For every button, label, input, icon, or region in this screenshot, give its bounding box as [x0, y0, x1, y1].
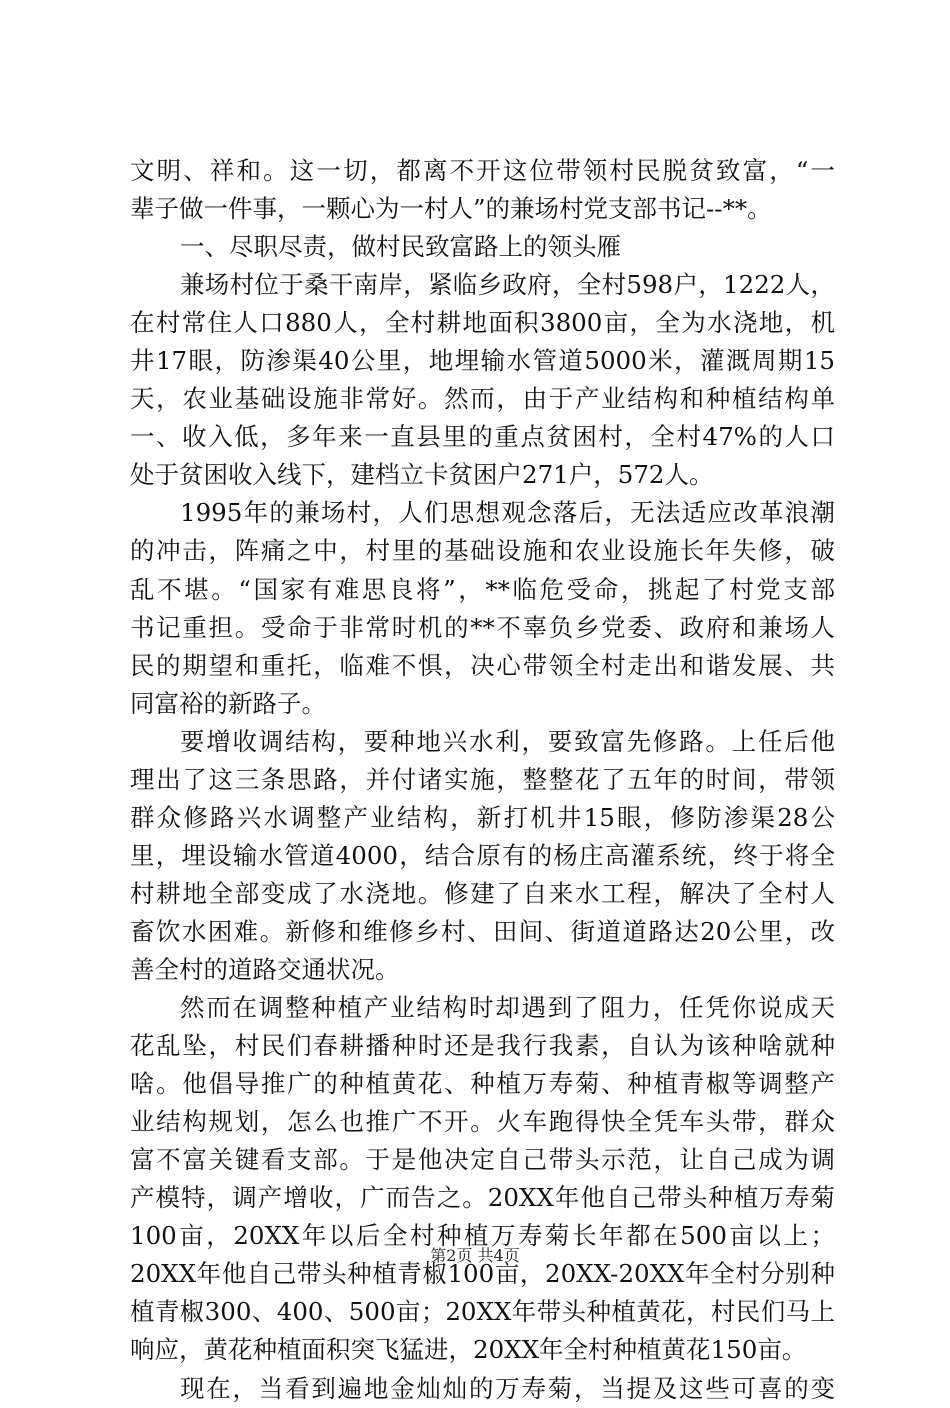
paragraph-line: 一、尽职尽责，做村民致富路上的领头雁 [180, 232, 621, 262]
document-body [130, 152, 835, 1408]
paragraph-line: 兼场村位于桑干南岸，紧临乡政府，全村598户，1222人， [180, 270, 835, 300]
paragraph-line: 善全村的道路交通状况。 [130, 954, 400, 984]
paragraph-line: 文明、祥和。这一切，都离不开这位带领村民脱贫致富，“一 [130, 156, 835, 185]
paragraph-line: 100亩，20XX年以后全村种植万寿菊长年都在500亩以上； [130, 1221, 835, 1251]
paragraph-line: 一、收入低，多年来一直县里的重点贫困村，全村47%的人口 [130, 422, 835, 452]
paragraph-line: 理出了这三条思路，并付诸实施，整整花了五年的时间，带领 [130, 764, 835, 794]
paragraph-line: 现在，当看到遍地金灿灿的万寿菊，当提及这些可喜的变 [180, 1373, 835, 1403]
paragraph-line: 在村常住人口880人，全村耕地面积3800亩，全为水浇地，机 [130, 308, 835, 338]
paragraph-line: 然而在调整种植产业结构时却遇到了阻力，任凭你说成天 [180, 993, 835, 1023]
paragraph-line: 处于贫困收入线下，建档立卡贫困户271户，572人。 [130, 460, 714, 490]
paragraph-line: 乱不堪。“国家有难思良将”，**临危受命，挑起了村党支部 [130, 574, 835, 604]
paragraph-line: 民的期望和重托，临难不惧，决心带领全村走出和谐发展、共 [130, 650, 835, 680]
paragraph-line: 天，农业基础设施非常好。然而，由于产业结构和种植结构单 [130, 384, 835, 414]
paragraph-line: 同富裕的新路子。 [130, 688, 326, 718]
paragraph-line: 村耕地全部变成了水浇地。修建了自来水工程，解决了全村人 [130, 878, 835, 908]
paragraph-line: 群众修路兴水调整产业结构，新打机井15眼，修防渗渠28公 [130, 802, 835, 832]
paragraph-line: 啥。他倡导推广的种植黄花、种植万寿菊、种植青椒等调整产 [130, 1069, 835, 1099]
paragraph-line: 井17眼，防渗渠40公里，地埋输水管道5000米，灌溉周期15 [130, 346, 835, 376]
paragraph-line: 响应，黄花种植面积突飞猛进，20XX年全村种植黄花150亩。 [130, 1335, 807, 1365]
paragraph-line: 业结构规划，怎么也推广不开。火车跑得快全凭车头带，群众 [130, 1107, 835, 1137]
paragraph-line: 植青椒300、400、500亩；20XX年带头种植黄花，村民们马上 [130, 1297, 835, 1327]
paragraph-line: 辈子做一件事，一颗心为一村人”的兼场村党支部书记--**。 [130, 194, 772, 224]
paragraph-line: 畜饮水困难。新修和维修乡村、田间、街道道路达20公里，改 [130, 916, 835, 946]
paragraph-line: 要增收调结构，要种地兴水利，要致富先修路。上任后他 [180, 726, 835, 756]
paragraph-line: 里，埋设输水管道4000，结合原有的杨庄高灌系统，终于将全 [130, 840, 835, 870]
paragraph-line: 产模特，调产增收，广而告之。20XX年他自己带头种植万寿菊 [130, 1183, 835, 1213]
paragraph-line: 1995年的兼场村，人们思想观念落后，无法适应改革浪潮 [180, 498, 835, 528]
paragraph-line: 书记重担。受命于非常时机的**不辜负乡党委、政府和兼场人 [130, 612, 835, 642]
paragraph-line: 花乱坠，村民们春耕播种时还是我行我素，自认为该种啥就种 [130, 1031, 835, 1061]
paragraph-line: 20XX年他自己带头种植青椒100亩，20XX-20XX年全村分别种 [130, 1259, 835, 1289]
page-footer: 第2页 共4页 [430, 1246, 520, 1265]
paragraph-line: 富不富关键看支部。于是他决定自己带头示范，让自己成为调 [130, 1145, 835, 1175]
paragraph-line: 的冲击，阵痛之中，村里的基础设施和农业设施长年失修，破 [130, 536, 835, 566]
